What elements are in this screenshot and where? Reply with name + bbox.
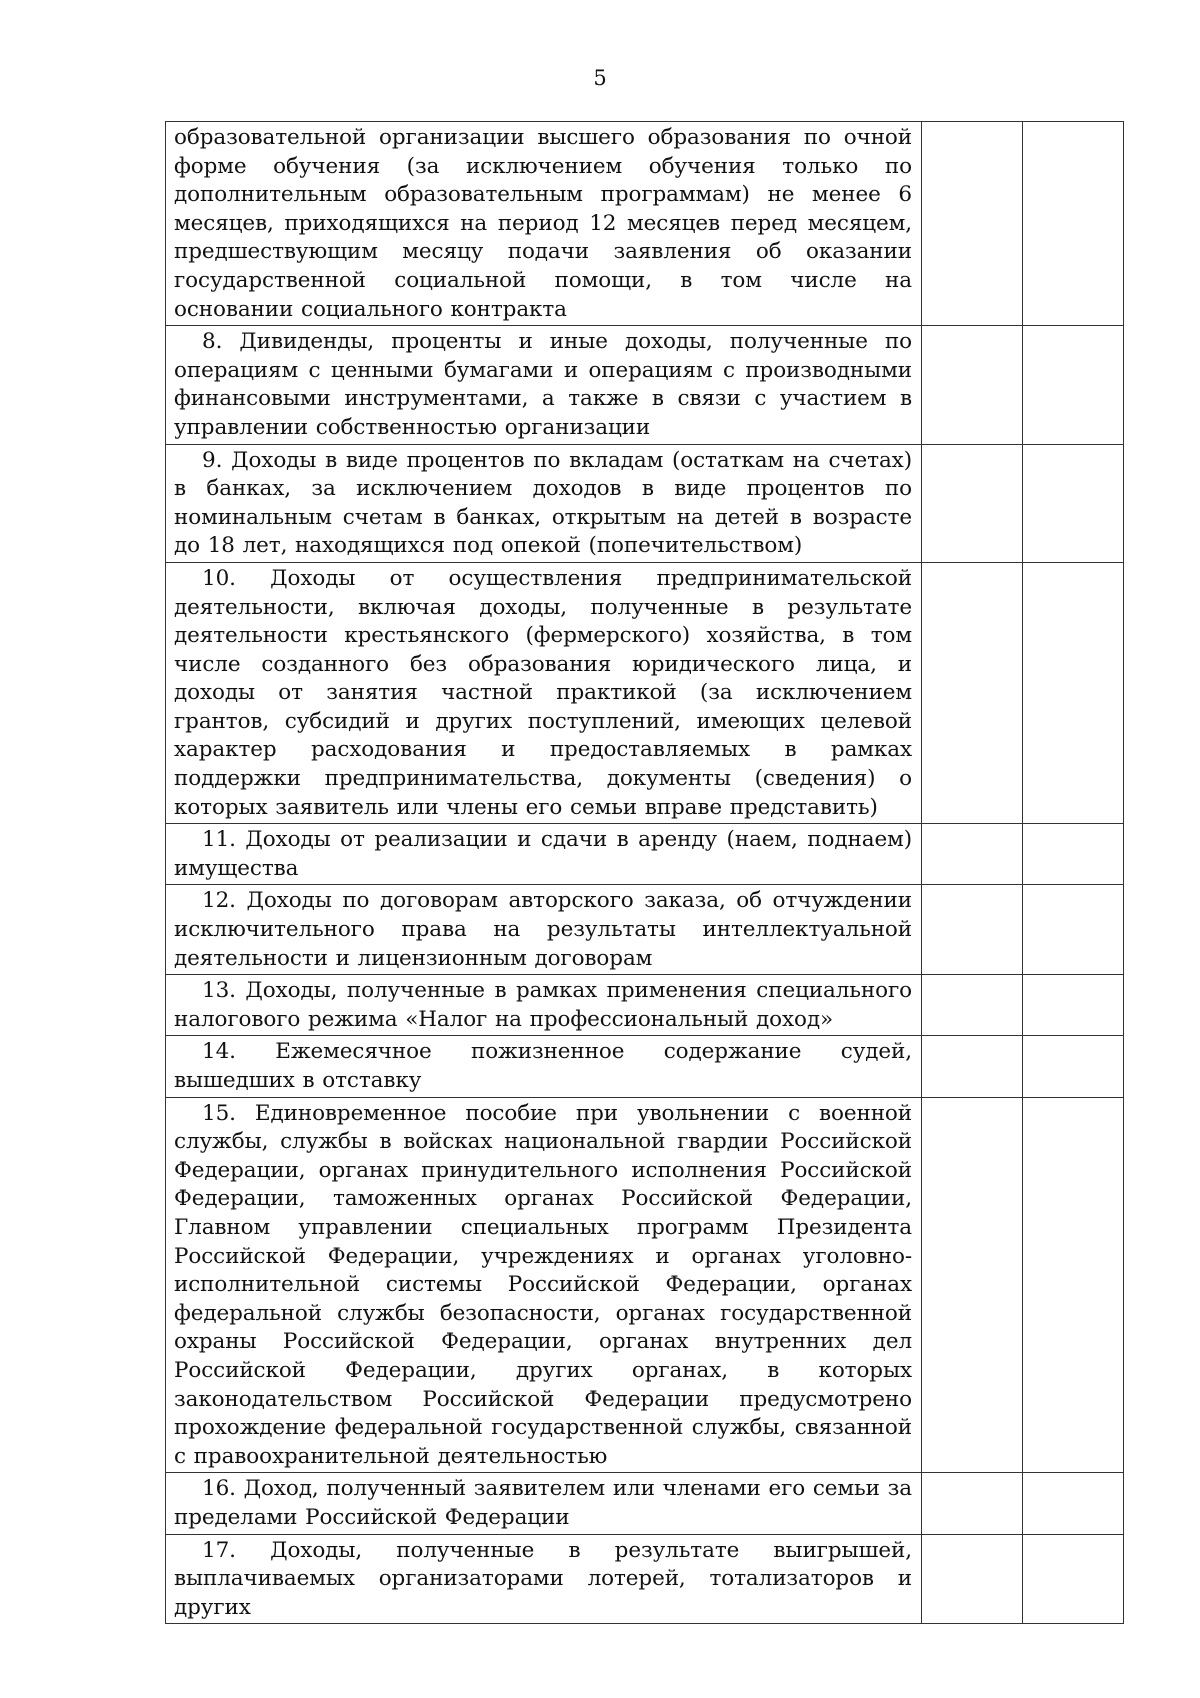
value-cell (1023, 562, 1124, 823)
table-row (166, 562, 1124, 823)
table-row (166, 1534, 1124, 1624)
income-description (166, 562, 922, 823)
income-description-text: 8. Дивиденды, проценты и иные доходы, полученные по операциям с ценными бумагами и операциям с производными финансовыми инструментами, а также в связи с участием в управлении собственностью организации (174, 329, 912, 440)
income-description-text: 11. Доходы от реализации и сдачи в аренду (наем, поднаем) имущества (174, 827, 912, 881)
income-description-text: 16. Доход, полученный заявителем или членами его семьи за пределами Российской Федерации (174, 1476, 912, 1530)
table-row (166, 975, 1124, 1036)
table-row (166, 122, 1124, 326)
table-row (166, 444, 1124, 562)
value-cell (1023, 444, 1124, 562)
table-row (166, 1473, 1124, 1534)
value-cell (1023, 885, 1124, 975)
income-description-text: 17. Доходы, полученные в результате выигрышей, выплачиваемых организаторами лотерей, тотализаторов и других (174, 1537, 912, 1620)
value-cell (922, 326, 1023, 444)
table-row (166, 885, 1124, 975)
income-table (165, 121, 1124, 1624)
value-cell (1023, 326, 1124, 444)
income-description (166, 1473, 922, 1534)
table-row (166, 1097, 1124, 1473)
income-description (166, 1097, 922, 1473)
value-cell (922, 975, 1023, 1036)
income-description (166, 1036, 922, 1097)
income-description-text: 12. Доходы по договорам авторского заказа, об отчуждении исключительного права на результаты интеллектуальной деятельности и лицензионным договорам (174, 888, 912, 971)
income-description (166, 824, 922, 885)
income-description: образовательной организации высшего образования по очной форме обучения (за исключением обучения только по дополнительным образовательным программам) не менее 6 месяцев, приходящихся на период 12 месяцев перед месяцем, предшествующим месяцу подачи заявления об оказании государственной социальной помощи, в том числе на основании социального контракта (166, 122, 922, 326)
value-cell (922, 1534, 1023, 1624)
table-row (166, 1036, 1124, 1097)
value-cell (922, 1097, 1023, 1473)
income-description-text: 9. Доходы в виде процентов по вкладам (остаткам на счетах) в банках, за исключением доходов в виде процентов по номинальным счетам в банках, открытым на детей в возрасте до 18 лет, находящихся под опекой (попечительством) (174, 447, 912, 559)
value-cell (922, 824, 1023, 885)
income-description (166, 975, 922, 1036)
value-cell (1023, 122, 1124, 326)
value-cell (1023, 824, 1124, 885)
value-cell (1023, 1473, 1124, 1534)
value-cell (1023, 1036, 1124, 1097)
value-cell (922, 562, 1023, 823)
income-description-text: 14. Ежемесячное пожизненное содержание судей, вышедших в отставку (174, 1039, 912, 1093)
income-description-text: 10. Доходы от осуществления предпринимательской деятельности, включая доходы, полученные в результате деятельности крестьянского (фермерского) хозяйства, в том числе созданного без образования юридического лица, и доходы от занятия частной практикой (за исключением грантов, субсидий и других поступлений, имеющих целевой характер расходования и предоставляемых в рамках поддержки предпринимательства, документы (сведения) о которых заявитель или члены его семьи вправе представить) (174, 565, 912, 820)
value-cell (922, 444, 1023, 562)
table-row (166, 326, 1124, 444)
value-cell (1023, 1097, 1124, 1473)
value-cell (922, 1036, 1023, 1097)
value-cell (1023, 975, 1124, 1036)
income-description (166, 885, 922, 975)
income-description (166, 1534, 922, 1624)
value-cell (922, 122, 1023, 326)
value-cell (1023, 1534, 1124, 1624)
income-description-text: 15. Единовременное пособие при увольнении с военной службы, службы в войсках национальной гвардии Российской Федерации, органах принудительного исполнения Российской Федерации, таможенных органах Российской Федерации, Главном управлении специальных программ Президента Российской Федерации, учреждениях и органах уголовно-исполнительной системы Российской Федерации, органах федеральной службы безопасности, органах государственной охраны Российской Федерации, органах внутренних дел Российской Федерации, других органах, в которых законодательством Российской Федерации предусмотрено прохождение федеральной государственной службы, связанной с правоохранительной деятельностью (174, 1100, 912, 1469)
income-description (166, 326, 922, 444)
income-description (166, 444, 922, 562)
value-cell (922, 885, 1023, 975)
income-description-text: 13. Доходы, полученные в рамках применения специального налогового режима «Налог на профессиональный доход» (174, 978, 912, 1032)
value-cell (922, 1473, 1023, 1534)
table-row (166, 824, 1124, 885)
page-number: 5 (593, 66, 607, 90)
